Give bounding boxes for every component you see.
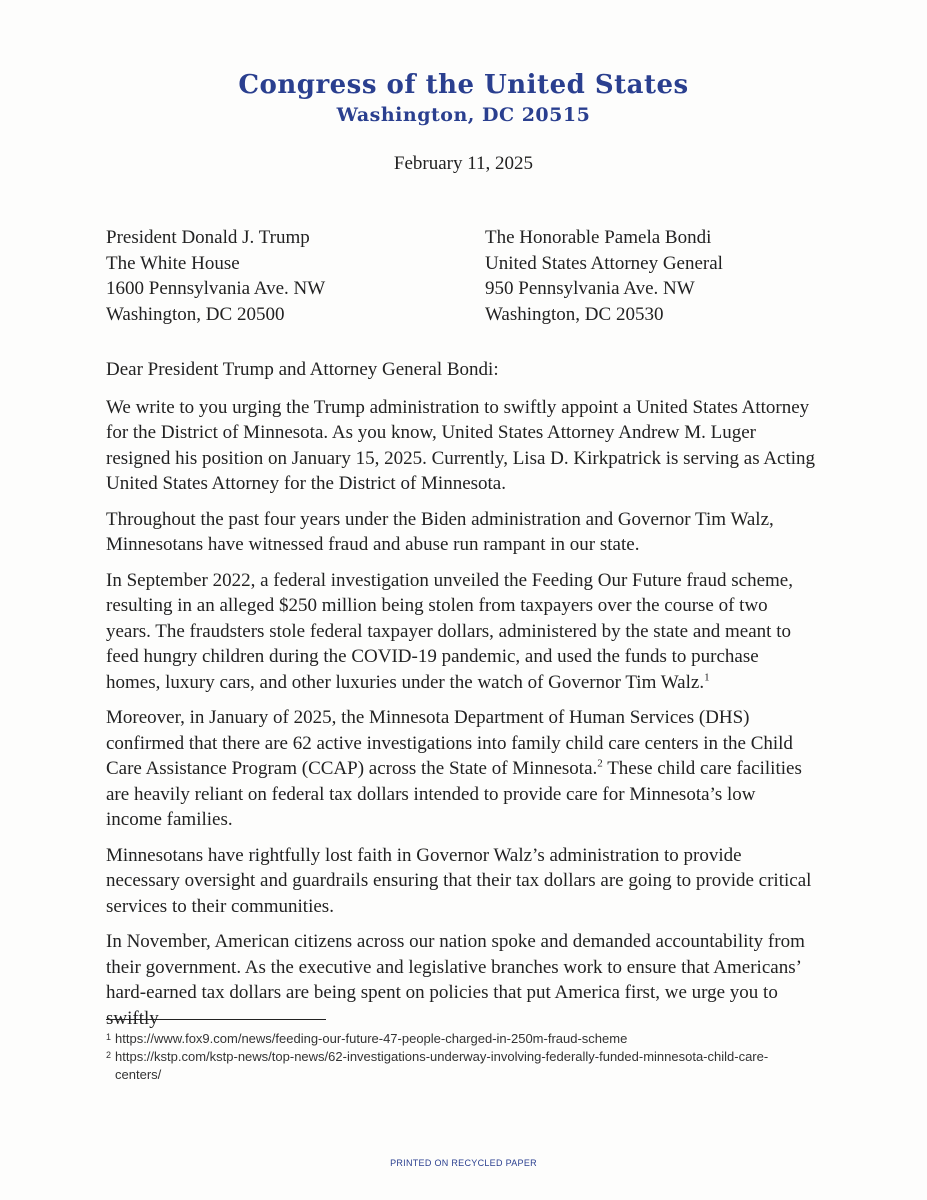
recipient-address-right: [485, 225, 723, 327]
footnote-ref: 1: [704, 671, 710, 684]
salutation: Dear President Trump and Attorney General Bondi:: [106, 359, 499, 380]
paragraph: Minnesotans have rightfully lost faith in Governor Walz’s administration to provide necessary oversight and guardrails ensuring that their tax dollars are going to provide critical services to their communities.: [106, 844, 812, 917]
address-line: 950 Pennsylvania Ave. NW: [485, 278, 695, 299]
address-line: The Honorable Pamela Bondi: [485, 227, 712, 248]
footnote-link[interactable]: https://www.fox9.com/news/feeding-our-future-47-people-charged-in-250m-fraud-scheme: [115, 1031, 628, 1046]
footnote-ref: 2: [597, 757, 603, 770]
footnotes: [106, 1030, 806, 1084]
paragraph-text: In September 2022, a federal investigation unveiled the Feeding Our Future fraud scheme, resulting in an alleged $250 million being stolen from taxpayers over the course of two years. The fraudsters stole federal taxpayer dollars, administered by the state and meant to feed hungry children during the COVID-19 pandemic, and used the funds to purchase homes, luxury cars, and other luxuries under the watch of Governor Tim Walz.: [106, 569, 793, 693]
address-line: 1600 Pennsylvania Ave. NW: [106, 278, 326, 299]
footnote-number: 1: [106, 1032, 112, 1042]
letter-body: [106, 357, 816, 1041]
paragraph: In November, American citizens across our nation spoke and demanded accountability from their government. As the executive and legislative branches work to ensure that Americans’ hard-earned tax dollars are being spent on policies that put America first, we urge you to swiftly: [106, 931, 805, 1029]
letterhead-subtitle: Washington, DC 20515: [336, 104, 591, 126]
paragraph-text: These child care facilities are heavily reliant on federal tax dollars intended to provide care for Minnesota’s low income families.: [106, 758, 802, 830]
paragraph: Throughout the past four years under the Biden administration and Governor Tim Walz, Minnesotans have witnessed fraud and abuse run rampant in our state.: [106, 508, 774, 555]
footnote: [106, 1048, 806, 1084]
address-line: The White House: [106, 252, 240, 274]
letter-date: February 11, 2025: [393, 153, 534, 174]
address-line: United States Attorney General: [485, 252, 723, 274]
footnote-number: 2: [106, 1050, 112, 1060]
address-line: Washington, DC 20500: [106, 303, 285, 325]
paragraph-text: Moreover, in January of 2025, the Minnesota Department of Human Services (DHS) confirmed that there are 62 active investigations into family child care centers in the Child Care Assistance Program (CCAP) across the State of Minnesota.: [106, 707, 793, 779]
paragraph: [106, 568, 816, 696]
recipient-address-left: [106, 225, 325, 327]
paragraph: We write to you urging the Trump administration to swiftly appoint a United States Attorney for the District of Minnesota. As you know, United States Attorney Andrew M. Luger resigned his position on January 15, 2025. Currently, Lisa D. Kirkpatrick is serving as Acting United States Attorney for the District of Minnesota.: [106, 396, 816, 494]
recycled-paper-notice: PRINTED ON RECYCLED PAPER: [390, 1158, 537, 1168]
footnote-link[interactable]: https://kstp.com/kstp-news/top-news/62-investigations-underway-involving-federally-funded-minnesota-child-care-centers/: [115, 1049, 769, 1082]
address-line: Washington, DC 20530: [485, 303, 664, 325]
footnote: [106, 1030, 806, 1048]
letterhead-title: Congress of the United States: [238, 70, 689, 100]
address-line: President Donald J. Trump: [106, 227, 310, 248]
footnote-divider: [106, 1019, 326, 1020]
paragraph: [106, 705, 816, 833]
